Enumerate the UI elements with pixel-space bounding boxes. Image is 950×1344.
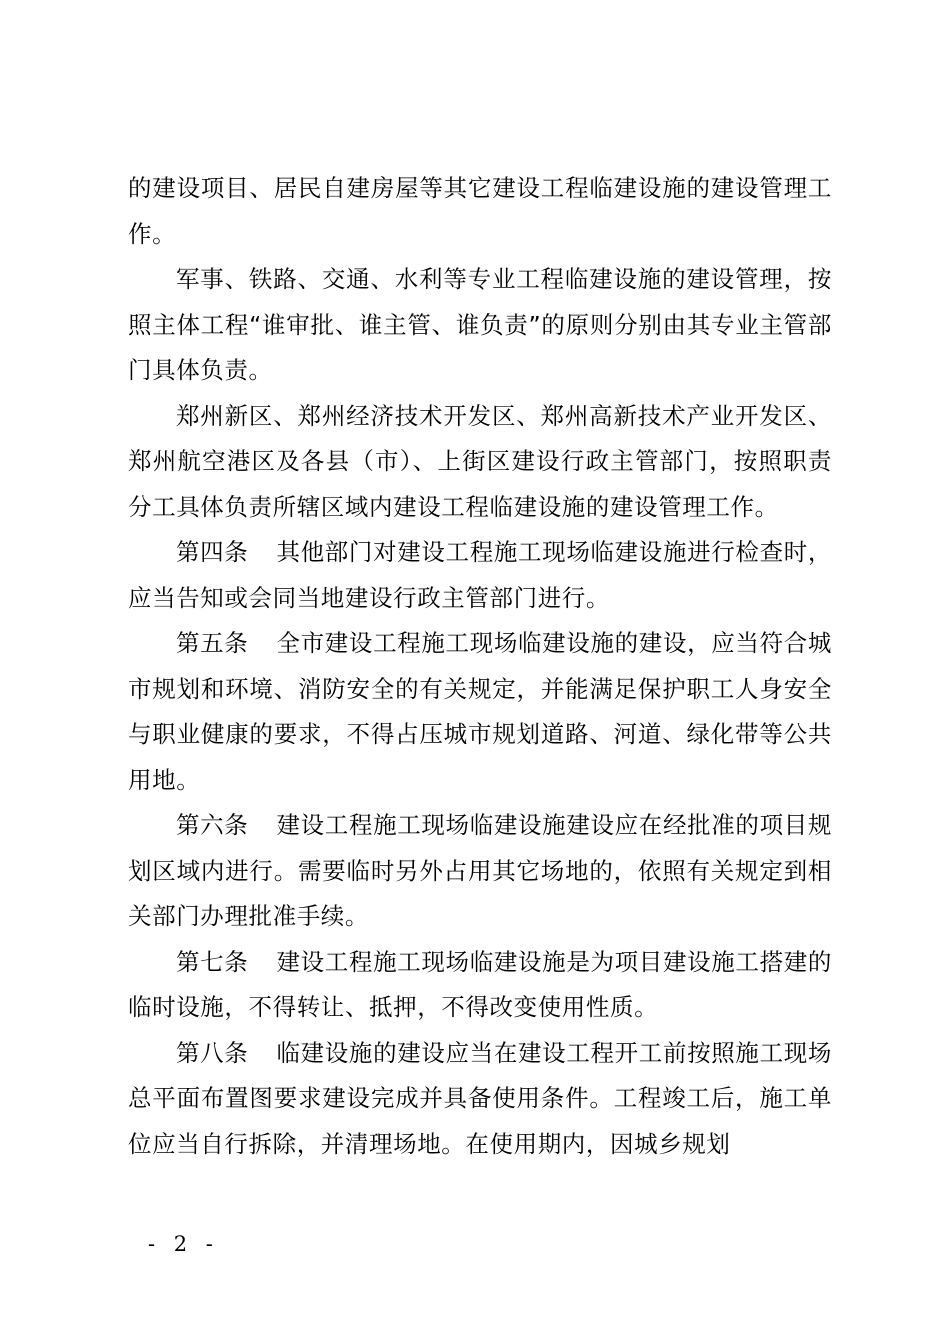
article-number: 第六条	[176, 811, 249, 839]
article-6	[128, 803, 832, 940]
paragraph-1	[128, 166, 832, 257]
paragraph-text: 郑州新区、郑州经济技术开发区、郑州高新技术产业开发区、郑州航空港区及各县（市）、上街区建设行政主管部门，按照职责分工具体负责所辖区域内建设工程临建设施的建设管理工作。	[128, 401, 832, 521]
article-number: 第八条	[176, 1038, 249, 1067]
article-text: 建设工程施工现场临建设施是为项目建设施工搭建的临时设施，不得转让、抵押，不得改变使用性质。	[128, 947, 832, 1021]
page-number: - 2 -	[148, 1232, 219, 1256]
article-text: 其他部门对建设工程施工现场临建设施进行检查时，应当告知或会同当地建设行政主管部门进行。	[128, 538, 832, 612]
article-number: 第七条	[176, 947, 249, 976]
paragraph-2	[128, 257, 832, 394]
article-text: 临建设施的建设应当在建设工程开工前按照施工现场总平面布置图要求建设完成并具备使用条件。工程竣工后，施工单位应当自行拆除，并清理场地。在使用期内，因城乡规划	[128, 1038, 832, 1158]
article-4	[128, 530, 832, 621]
document-body	[128, 166, 832, 1167]
article-8	[128, 1031, 832, 1168]
article-number: 第四条	[176, 538, 249, 566]
paragraph-text: 的建设项目、居民自建房屋等其它建设工程临建设施的建设管理工作。	[128, 174, 832, 248]
article-text: 全市建设工程施工现场临建设施的建设，应当符合城市规划和环境、消防安全的有关规定，并能满足保护职工人身安全与职业健康的要求，不得占压城市规划道路、河道、绿化带等公共用地。	[128, 629, 832, 794]
article-text: 建设工程施工现场临建设施建设应在经批准的项目规划区域内进行。需要临时另外占用其它场地的，依照有关规定到相关部门办理批准手续。	[128, 811, 832, 930]
article-5	[128, 621, 832, 803]
article-7	[128, 940, 832, 1031]
paragraph-3	[128, 394, 832, 531]
article-number: 第五条	[176, 629, 249, 657]
paragraph-text: 军事、铁路、交通、水利等专业工程临建设施的建设管理，按照主体工程“谁审批、谁主管、谁负责”的原则分别由其专业主管部门具体负责。	[128, 265, 832, 384]
